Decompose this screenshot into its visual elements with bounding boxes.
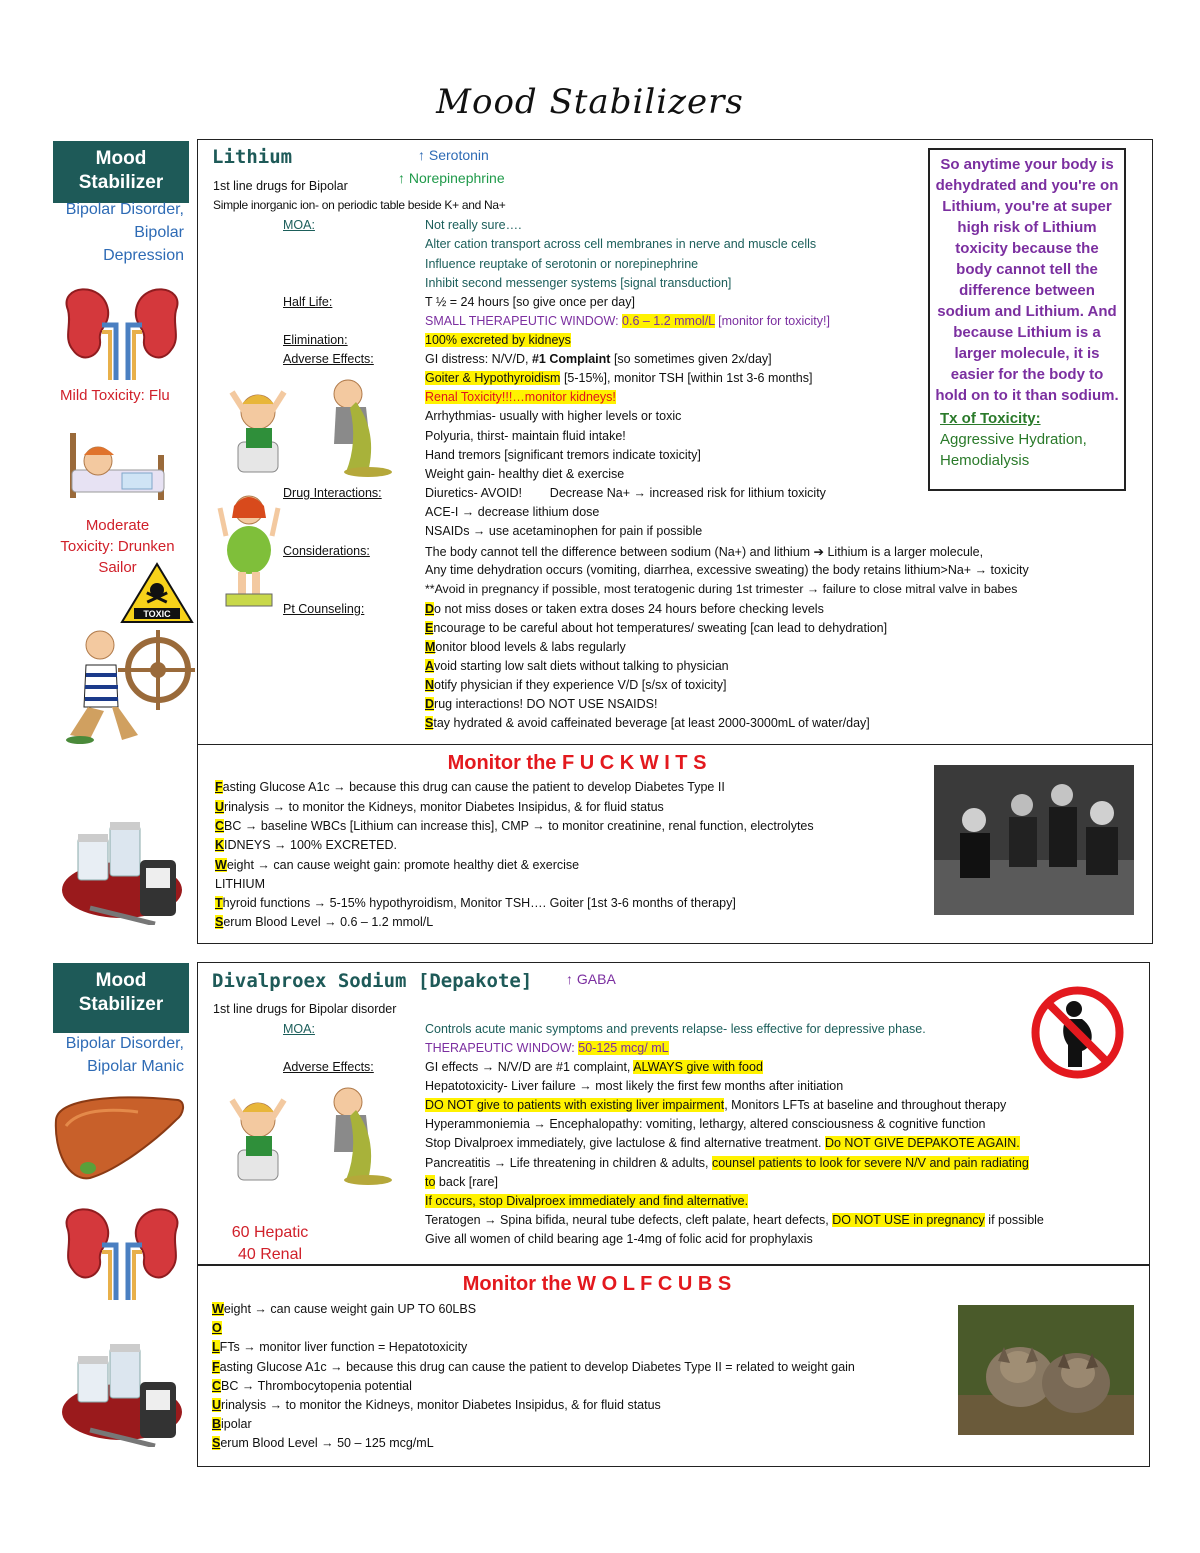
note-line: dehydrated and you're on [935, 177, 1119, 194]
consideration-item: **Avoid in pregnancy if possible, most teratogenic during 1st trimester → failure to close mitral valve in babes [425, 582, 1018, 596]
tx-of-toxicity [940, 408, 1087, 471]
monitor-text: erum Blood Level → 0.6 – 1.2 mmol/L [223, 915, 434, 929]
adverse-highlight: counsel patients to look for severe N/V and pain radiating [711, 1156, 1029, 1170]
mild-toxicity-label: Mild Toxicity: Flu [60, 387, 170, 404]
adverse-text: back [rare] [435, 1175, 498, 1189]
monitor-initial: F [212, 1360, 220, 1374]
adverse-effects-label: Adverse Effects: [283, 352, 374, 366]
indication-list [40, 198, 184, 267]
indication: Bipolar [134, 224, 184, 241]
drug-interaction-item: ACE-I → decrease lithium dose [425, 505, 600, 519]
adverse-highlight: DO NOT give to patients with existing liver impairment [425, 1098, 725, 1112]
gaba-effect: ↑ GABA [566, 971, 616, 987]
drug-interactions-label: Drug Interactions: [283, 486, 382, 500]
half-life-label: Half Life: [283, 295, 333, 309]
first-line-text: 1st line drugs for Bipolar [213, 179, 348, 193]
adverse-item [425, 1060, 763, 1074]
sick-in-bed-illustration [62, 425, 172, 505]
monitor-item [215, 819, 814, 833]
monitor-item [212, 1398, 661, 1412]
therapeutic-window-label: SMALL THERAPEUTIC WINDOW: [425, 314, 623, 328]
note-line: easier for the body to [950, 366, 1104, 383]
moderate-toxicity-line: Moderate [85, 517, 150, 534]
serotonin-effect: ↑ Serotonin [418, 147, 489, 163]
therapeutic-window-note: [monitor for toxicity!] [714, 314, 830, 328]
monitor-initial: W [215, 858, 227, 872]
adverse-text: Pancreatitis → Life threatening in children & adults, [425, 1156, 712, 1170]
considerations-label: Considerations: [283, 544, 370, 558]
counseling-item [425, 678, 727, 692]
moa-item: Not really sure…. [425, 218, 522, 232]
wolf-cubs-photo [958, 1305, 1134, 1435]
toxic-sign-text: TOXIC [143, 609, 171, 619]
note-line: high risk of Lithium [957, 219, 1097, 236]
counseling-text: rug interactions! DO NOT USE NSAIDS! [434, 697, 658, 711]
monitor-text: asting Glucose A1c → because this drug can cause the patient to develop Diabetes Type II = related to weight gain [219, 1360, 855, 1374]
hepatic-percent: 60 Hepatic [231, 1224, 309, 1241]
first-line-text: 1st line drugs for Bipolar disorder [213, 1002, 397, 1016]
monitor-text: rinalysis → to monitor the Kidneys, monitor Diabetes Insipidus, & for fluid status [224, 800, 664, 814]
adverse-item [425, 1156, 1029, 1170]
adverse-item [425, 1136, 1020, 1150]
counseling-text: void starting low salt diets without talking to physician [434, 659, 729, 673]
moa-label: MOA: [283, 218, 315, 232]
counseling-item [425, 602, 824, 616]
adverse-renal [425, 390, 616, 404]
mood-stabilizer-badge [53, 141, 189, 203]
inorganic-ion-text: Simple inorganic ion- on periodic table beside K+ and Na+ [213, 198, 506, 212]
monitor-text: ipolar [221, 1417, 252, 1431]
adverse-highlight: ALWAYS give with food [633, 1060, 763, 1074]
indication: Bipolar Disorder, [65, 201, 184, 218]
monitor-item [215, 858, 579, 872]
monitor-item [215, 896, 736, 910]
lab-monitoring-illustration [60, 1342, 195, 1447]
adverse-gi-note: [so sometimes given 2x/day] [610, 352, 772, 366]
adverse-item [425, 1194, 748, 1208]
monitor-item [215, 838, 397, 852]
page-title: Mood Stabilizers [436, 82, 744, 122]
consideration-item: Any time dehydration occurs (vomiting, diarrhea, excessive sweating) the body retains lithium>Na+ → toxicity [425, 563, 1029, 577]
monitor-text: IDNEYS → 100% EXCRETED. [224, 838, 397, 852]
gi-distress-illustration [218, 1080, 413, 1185]
note-line: larger molecule, it is [954, 345, 1100, 362]
note-line: toxicity because the [955, 240, 1099, 257]
moa-item: Inhibit second messenger systems [signal transduction] [425, 276, 732, 290]
monitor-initial: C [212, 1379, 222, 1393]
adverse-text: Teratogen → Spina bifida, neural tube defects, cleft palate, heart defects, [425, 1213, 833, 1227]
adverse-item [425, 1175, 498, 1189]
monitor-item [215, 915, 433, 929]
drug-name-divalproex: Divalproex Sodium [Depakote] [212, 970, 533, 992]
counseling-text: tay hydrated & avoid caffeinated beverage [at least 2000-3000mL of water/day] [433, 716, 870, 730]
monitor-initial: U [215, 800, 225, 814]
monitor-text: eight → can cause weight gain: promote healthy diet & exercise [226, 858, 580, 872]
monitor-fuckwits-title: Monitor the F U C K W I T S [447, 752, 707, 774]
adverse-item [425, 1098, 1006, 1112]
monitor-initial: O [212, 1321, 222, 1335]
drug-interaction-item: Diuretics- AVOID! Decrease Na+ → increased risk for lithium toxicity [425, 486, 826, 500]
monitor-text: rinalysis → to monitor the Kidneys, monitor Diabetes Insipidus, & for fluid status [221, 1398, 661, 1412]
counseling-text: o not miss doses or taken extra doses 24 hours before checking levels [434, 602, 824, 616]
monitor-item [215, 780, 725, 794]
mood-stabilizer-badge [53, 963, 189, 1033]
adverse-goiter-highlight: Goiter & Hypothyroidism [425, 371, 561, 385]
monitor-item [212, 1302, 476, 1316]
band-photo [934, 765, 1134, 915]
gi-distress-illustration [218, 372, 413, 477]
counseling-item [425, 716, 870, 730]
indication-list [40, 1032, 184, 1078]
weight-gain-illustration [216, 488, 282, 613]
monitor-text: BC → Thrombocytopenia potential [221, 1379, 412, 1393]
moa-item: Influence reuptake of serotonin or norepinephrine [425, 257, 699, 271]
tx-of-toxicity-title: Tx of Toxicity: [940, 410, 1041, 427]
badge-line-2: Stabilizer [78, 172, 164, 193]
adverse-gi [425, 352, 772, 366]
half-life-value: T ½ = 24 hours [so give once per day] [425, 295, 635, 309]
therapeutic-window-label: THERAPEUTIC WINDOW: [425, 1041, 579, 1055]
monitor-item [215, 877, 265, 891]
monitor-item [212, 1321, 222, 1335]
lab-monitoring-illustration [60, 820, 195, 925]
badge-line-1: Mood [95, 970, 147, 991]
adverse-highlight: If occurs, stop Divalproex immediately and find alternative. [425, 1194, 749, 1208]
indication: Bipolar Disorder, [65, 1035, 184, 1052]
elimination-value [425, 333, 571, 347]
indication: Depression [103, 247, 184, 264]
monitor-text: erum Blood Level → 50 – 125 mcg/mL [220, 1436, 434, 1450]
note-line: difference between [959, 282, 1095, 299]
moa-label: MOA: [283, 1022, 315, 1036]
adverse-item: Hand tremors [significant tremors indicate toxicity] [425, 448, 701, 462]
elimination-highlight: 100% excreted by kidneys [425, 333, 571, 347]
monitor-item [212, 1436, 434, 1450]
counseling-initial: S [425, 716, 434, 730]
moa-value: Controls acute manic symptoms and prevents relapse- less effective for depressive phase. [425, 1022, 926, 1036]
monitor-wolfcubs-title: Monitor the W O L F C U B S [462, 1273, 732, 1295]
kidneys-illustration [58, 280, 186, 380]
tx-item: Aggressive Hydration, [940, 431, 1087, 448]
adverse-goiter [425, 371, 812, 385]
adverse-text: if possible [984, 1213, 1044, 1227]
tx-item: Hemodialysis [940, 452, 1030, 469]
monitor-item [215, 800, 664, 814]
adverse-highlight: DO NOT USE in pregnancy [832, 1213, 985, 1227]
counseling-text: otify physician if they experience V/D [s/sx of toxicity] [434, 678, 727, 692]
monitor-initial: C [215, 819, 225, 833]
monitor-initial: K [215, 838, 225, 852]
monitor-text: eight → can cause weight gain UP TO 60LBS [223, 1302, 477, 1316]
counseling-initial: N [425, 678, 435, 692]
adverse-text: GI effects → N/V/D are #1 complaint, [425, 1060, 634, 1074]
monitor-text: FTs → monitor liver function = Hepatotoxicity [219, 1340, 468, 1354]
therapeutic-window [425, 314, 830, 328]
note-line: because Lithium is a [953, 324, 1101, 341]
lithium-toxicity-note [932, 154, 1122, 406]
adverse-highlight: Do NOT GIVE DEPAKOTE AGAIN. [824, 1136, 1020, 1150]
norepinephrine-effect: ↑ Norepinephrine [398, 170, 505, 186]
adverse-text: Stop Divalproex immediately, give lactulose & find alternative treatment. [425, 1136, 825, 1150]
note-line: body cannot tell the [956, 261, 1098, 278]
monitor-item [212, 1379, 412, 1393]
counseling-initial: A [425, 659, 435, 673]
badge-line-1: Mood [95, 148, 147, 169]
elimination-label: Elimination: [283, 333, 348, 347]
monitor-item [212, 1417, 252, 1431]
monitor-text: hyroid functions → 5-15% hypothyroidism, Monitor TSH…. Goiter [1st 3-6 months of therapy] [222, 896, 736, 910]
adverse-goiter-note: [5-15%], monitor TSH [within 1st 3-6 months] [560, 371, 813, 385]
note-line: Lithium, you're at super [942, 198, 1112, 215]
adverse-effects-label: Adverse Effects: [283, 1060, 374, 1074]
adverse-gi-bold: #1 Complaint [531, 352, 611, 366]
moderate-toxicity-line: Toxicity: Drunken [60, 538, 175, 555]
adverse-item: Weight gain- healthy diet & exercise [425, 467, 625, 481]
monitor-initial: F [215, 780, 223, 794]
adverse-gi-text: GI distress: N/V/D, [425, 352, 532, 366]
badge-line-2: Stabilizer [78, 994, 164, 1015]
drug-interaction-item: NSAIDs → use acetaminophen for pain if possible [425, 524, 703, 538]
monitor-initial: B [212, 1417, 222, 1431]
kidneys-illustration [58, 1200, 186, 1300]
moa-item: Alter cation transport across cell membranes in nerve and muscle cells [425, 237, 817, 251]
adverse-item: Hepatotoxicity- Liver failure → most likely the first few months after initiation [425, 1079, 844, 1093]
adverse-highlight: to [425, 1175, 436, 1189]
counseling-item [425, 659, 729, 673]
monitor-initial: L [212, 1340, 220, 1354]
therapeutic-window [425, 1041, 669, 1055]
counseling-item [425, 640, 626, 654]
monitor-initial: S [215, 915, 224, 929]
adverse-text: , Monitors LFTs at baseline and throughout therapy [724, 1098, 1007, 1112]
monitor-text: asting Glucose A1c → because this drug can cause the patient to develop Diabetes Type II [222, 780, 725, 794]
monitor-item [212, 1340, 467, 1354]
indication: Bipolar Manic [87, 1058, 184, 1075]
monitor-initial: S [212, 1436, 221, 1450]
note-line: So anytime your body is [940, 156, 1114, 173]
counseling-text: ncourage to be careful about hot temperatures/ sweating [can lead to dehydration] [433, 621, 888, 635]
therapeutic-window-range: 50-125 mcg/ mL [578, 1041, 669, 1055]
moderate-toxicity-line: Sailor [98, 559, 137, 576]
note-line: sodium and Lithium. And [937, 303, 1117, 320]
counseling-text: onitor blood levels & labs regularly [435, 640, 626, 654]
consideration-item: The body cannot tell the difference between sodium (Na+) and lithium ➔ Lithium is a larger molecule, [425, 545, 984, 559]
adverse-item: Give all women of child bearing age 1-4mg of folic acid for prophylaxis [425, 1232, 813, 1246]
monitor-initial: U [212, 1398, 222, 1412]
no-pregnancy-icon [1030, 985, 1125, 1080]
adverse-item: Hyperammoniemia → Encephalopathy: vomiting, lethargy, altered consciousness & cognitive function [425, 1117, 986, 1131]
liver-illustration [48, 1090, 188, 1185]
counseling-item [425, 621, 887, 635]
drug-name-lithium: Lithium [212, 146, 293, 168]
adverse-item: Polyuria, thirst- maintain fluid intake! [425, 429, 626, 443]
counseling-initial: M [425, 640, 436, 654]
counseling-initial: D [425, 602, 435, 616]
renal-percent: 40 Renal [237, 1246, 303, 1263]
adverse-item: Arrhythmias- usually with higher levels or toxic [425, 409, 682, 423]
counseling-item [425, 697, 657, 711]
drunken-sailor-illustration [60, 615, 195, 745]
therapeutic-window-range: 0.6 – 1.2 mmol/L [622, 314, 715, 328]
monitor-item [212, 1360, 855, 1374]
monitor-initial: T [215, 896, 223, 910]
monitor-initial: W [212, 1302, 224, 1316]
pt-counseling-label: Pt Counseling: [283, 602, 365, 616]
adverse-renal-text: Renal Toxicity!!!…monitor kidneys! [425, 390, 616, 404]
note-line: hold on to it than sodium. [935, 387, 1119, 404]
adverse-item [425, 1213, 1044, 1227]
counseling-initial: D [425, 697, 435, 711]
monitor-text: BC → baseline WBCs [Lithium can increase this], CMP → to monitor creatinine, renal function, electrolytes [224, 819, 814, 833]
counseling-initial: E [425, 621, 434, 635]
monitor-text: LITHIUM [215, 877, 265, 891]
